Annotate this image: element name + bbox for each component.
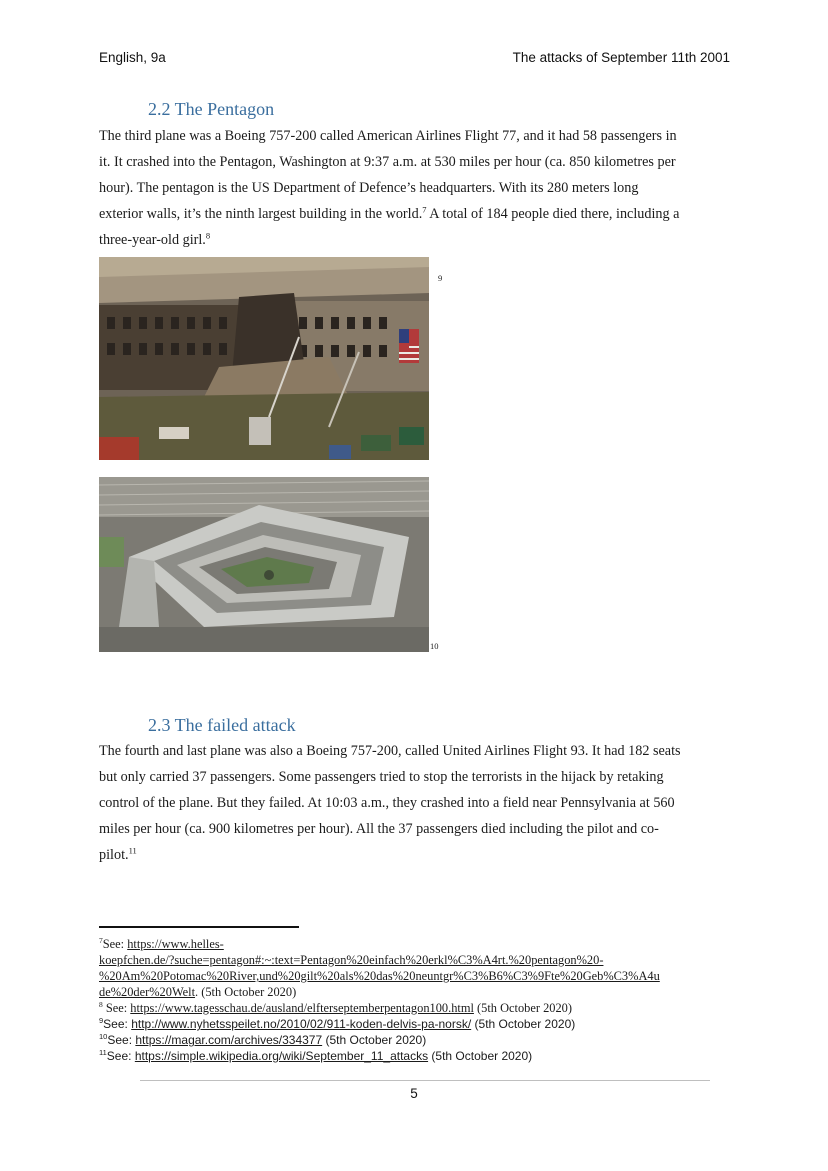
header-document-title: The attacks of September 11th 2001: [512, 50, 730, 65]
footnote-link[interactable]: https://www.helles-: [127, 937, 224, 951]
pentagon-aerial-photo: [99, 477, 429, 652]
section-heading-failed-attack: 2.3 The failed attack: [148, 715, 296, 735]
footnote-prefix: See:: [102, 1001, 131, 1015]
footnote-date: (5th October 2020): [322, 1033, 427, 1047]
footnote-link[interactable]: https://www.tagesschau.de/ausland/elfterseptemberpentagon100.html: [130, 1001, 474, 1015]
text-segment: pilot.: [99, 847, 129, 863]
text-line: it. It crashed into the Pentagon, Washington at 9:37 a.m. at 530 miles per hour (ca. 850 kilometres per: [99, 154, 676, 170]
footnote-number: 8: [99, 999, 103, 1009]
footer-rule: [140, 1080, 710, 1081]
footnote-link[interactable]: koepfchen.de/?suche=pentagon#:~:text=Pentagon%20einfach%20erkl%C3%A4rt.%20pentagon%20-: [99, 953, 604, 967]
figure-number-9: 9: [438, 273, 443, 283]
footnote-date: . (5th October 2020): [195, 985, 297, 999]
header-course: English, 9a: [99, 50, 166, 65]
footnote-link[interactable]: https://simple.wikipedia.org/wiki/September_11_attacks: [134, 1049, 429, 1063]
footnote-9: [99, 1016, 575, 1032]
footnote-number: 7: [99, 935, 103, 945]
text-line: [99, 206, 679, 223]
footnote-prefix: See:: [103, 1017, 132, 1031]
footnote-8: [99, 1000, 572, 1016]
footnote-prefix: See:: [106, 1049, 135, 1063]
footnote-7-cont: [99, 968, 660, 984]
footnote-link[interactable]: %20Am%20Potomac%20River,und%20gilt%20als%20das%20neuntgr%C3%B6%C3%9Fte%20Geb%C3%A4u: [99, 969, 660, 983]
text-segment: A total of 184 people died there, including a: [426, 206, 680, 222]
footnote-number: 9: [99, 1016, 104, 1025]
text-line: The fourth and last plane was also a Boeing 757-200, called United Airlines Flight 93. It had 182 seats: [99, 743, 681, 759]
footnote-7: [99, 936, 224, 952]
footnote-date: (5th October 2020): [471, 1017, 576, 1031]
footnote-link[interactable]: https://magar.com/archives/334377: [135, 1033, 323, 1047]
footnote-number: 10: [99, 1032, 108, 1041]
footnote-7-cont: [99, 984, 296, 1000]
text-segment: three-year-old girl.: [99, 232, 206, 248]
footnote-separator: [99, 926, 299, 928]
text-segment: exterior walls, it’s the ninth largest building in the world.: [99, 206, 423, 222]
footnote-ref-7[interactable]: 7: [422, 204, 427, 215]
footnote-link[interactable]: de%20der%20Welt: [99, 985, 196, 999]
section-heading-pentagon: 2.2 The Pentagon: [148, 99, 275, 119]
text-line: but only carried 37 passengers. Some passengers tried to stop the terrorists in the hijack by retaking: [99, 769, 664, 785]
pentagon-damage-photo: [99, 257, 429, 460]
footnote-link[interactable]: http://www.nyhetsspeilet.no/2010/02/911-koden-delvis-pa-norsk/: [131, 1017, 472, 1031]
footnote-prefix: See:: [102, 937, 128, 951]
footnote-ref-8[interactable]: 8: [205, 230, 211, 241]
footnote-11: [99, 1048, 532, 1064]
footnote-date: (5th October 2020): [428, 1049, 533, 1063]
page-header: [99, 50, 730, 70]
footnote-7-cont: [99, 952, 603, 968]
footnote-number: 11: [99, 1048, 107, 1057]
text-line: The third plane was a Boeing 757-200 called American Airlines Flight 77, and it had 58 passengers in: [99, 128, 677, 144]
text-line: [99, 847, 137, 864]
footnote-ref-11[interactable]: 11: [128, 845, 137, 856]
text-line: control of the plane. But they failed. At 10:03 a.m., they crashed into a field near Pennsylvania at 560: [99, 795, 675, 811]
footnote-prefix: See:: [107, 1033, 136, 1047]
text-line: hour). The pentagon is the US Department of Defence’s headquarters. With its 280 meters long: [99, 180, 639, 196]
text-line: [99, 232, 210, 249]
footnote-date: (5th October 2020): [473, 1001, 572, 1015]
page-number: 5: [410, 1086, 418, 1101]
figure-number-10: 10: [430, 641, 439, 651]
text-line: miles per hour (ca. 900 kilometres per hour). All the 37 passengers died including the pilot and co-: [99, 821, 659, 837]
footnote-10: [99, 1032, 426, 1048]
